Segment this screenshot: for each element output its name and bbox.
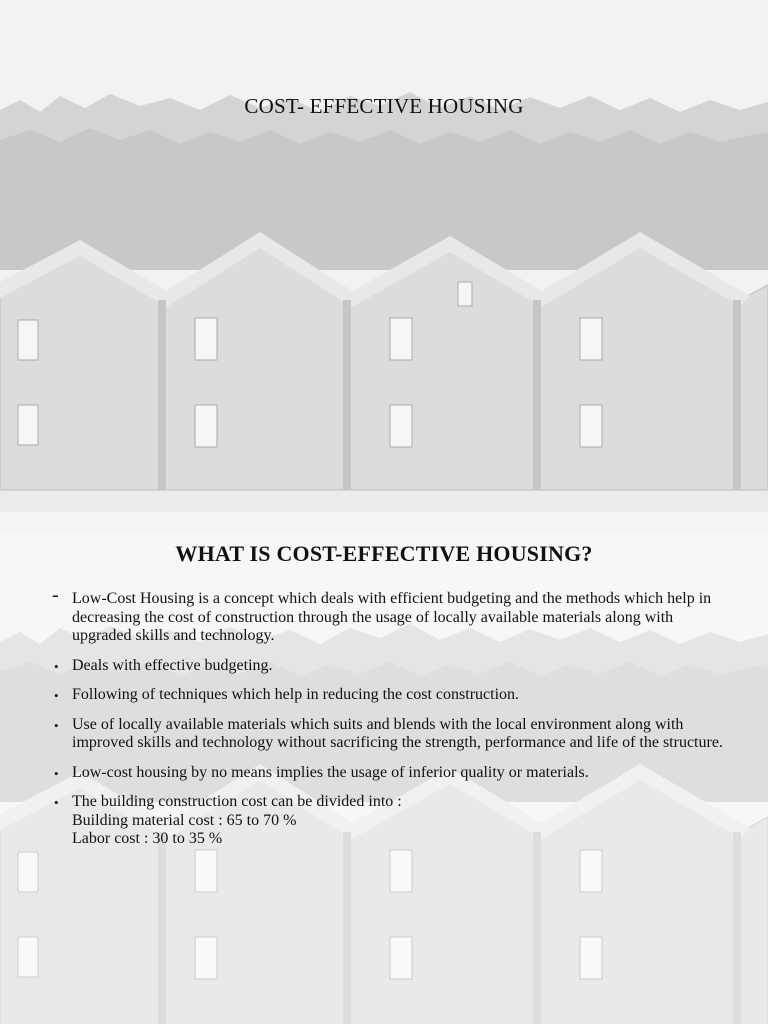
bullet-marker: • [54, 765, 59, 781]
bullet-item [52, 793, 732, 849]
bullet-marker: • [54, 658, 59, 674]
slide-title: COST- EFFECTIVE HOUSING [244, 94, 524, 118]
bullet-text: Deals with effective budgeting. [72, 656, 273, 674]
bullet-item [52, 584, 732, 646]
content-slide [0, 532, 768, 1024]
bullet-text: The building construction cost can be divided into : [72, 793, 402, 810]
bullet-marker: - [52, 584, 59, 606]
bullet-text: Following of techniques which help in reducing the cost construction. [72, 686, 520, 703]
bullet-marker: • [54, 795, 59, 810]
bullet-item [52, 686, 732, 705]
bullet-item [52, 716, 732, 753]
bullet-marker: • [54, 688, 59, 703]
bullet-text: Low-Cost Housing is a concept which deals with efficient budgeting and the methods which help in decreasing the cost of construction through the usage of locally available materials along with upgraded skills and technology. [72, 590, 712, 644]
bullet-item [52, 657, 732, 676]
bullet-text: Low-cost housing by no means implies the usage of inferior quality or materials. [72, 763, 589, 781]
slide-heading: WHAT IS COST-EFFECTIVE HOUSING? [175, 541, 593, 566]
bullet-text: Use of locally available materials which suits and blends with the local environment along with improved skills and technology without sacrificing the strength, performance and life of the structure. [72, 715, 723, 751]
bullet-marker: • [54, 717, 59, 733]
bullet-list [52, 584, 732, 860]
labor-cost-line: Labor cost : 30 to 35 % [72, 830, 223, 847]
material-cost-line: Building material cost : 65 to 70 % [72, 811, 297, 829]
bullet-item [52, 764, 732, 783]
